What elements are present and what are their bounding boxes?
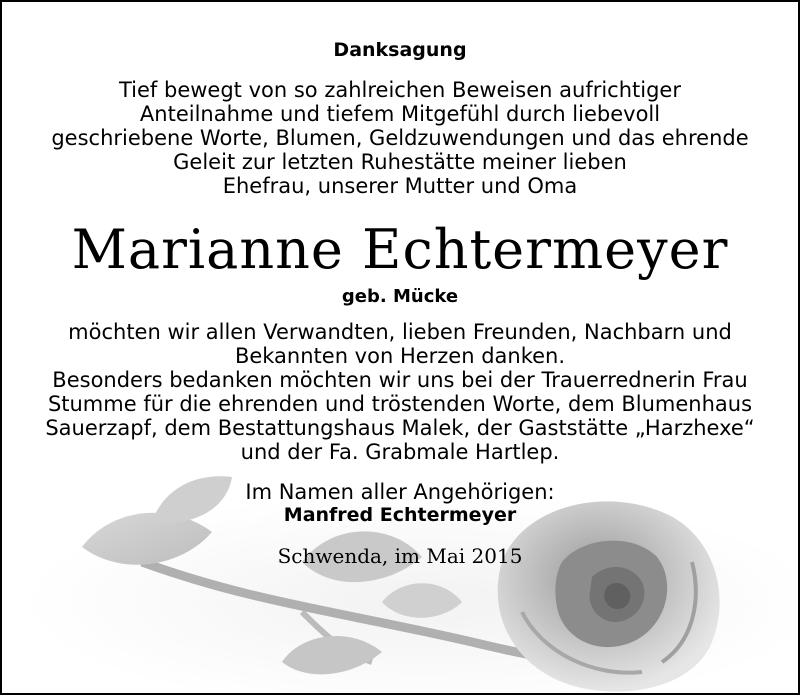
intro-paragraph xyxy=(2,78,798,198)
special-thanks-paragraph xyxy=(2,368,798,464)
intro-line: geschriebene Worte, Blumen, Geldzuwendungen und das ehrende xyxy=(51,126,749,150)
thanks-line: Bekannten von Herzen danken. xyxy=(234,344,566,368)
maiden-name: geb. Mücke xyxy=(341,286,459,307)
place-date: Schwenda, im Mai 2015 xyxy=(277,544,523,568)
heading-danksagung: Danksagung xyxy=(333,39,467,61)
thanks-line: möchten wir allen Verwandten, lieben Freunden, Nachbarn und xyxy=(68,320,732,344)
intro-line: Ehefrau, unserer Mutter und Oma xyxy=(222,174,578,198)
intro-line: Tief bewegt von so zahlreichen Beweisen aufrichtiger xyxy=(119,78,681,102)
special-thanks-line: Stumme für die ehrenden und tröstenden Worte, dem Blumenhaus xyxy=(47,392,753,416)
special-thanks-line: Sauerzapf, dem Bestattungshaus Malek, der Gaststätte „Harzhexe“ xyxy=(45,416,755,440)
closing-line: Im Namen aller Angehörigen: xyxy=(245,480,555,504)
thanks-paragraph xyxy=(2,320,798,368)
intro-line: Geleit zur letzten Ruhestätte meiner lieben xyxy=(173,150,627,174)
special-thanks-line: und der Fa. Grabmale Hartlep. xyxy=(240,440,560,464)
intro-line: Anteilnahme und tiefem Mitgefühl durch liebevoll xyxy=(139,102,661,126)
special-thanks-line: Besonders bedanken möchten wir uns bei der Trauerrednerin Frau xyxy=(52,368,748,392)
deceased-name: Marianne Echtermeyer xyxy=(71,218,729,281)
signer-name: Manfred Echtermeyer xyxy=(283,504,517,526)
